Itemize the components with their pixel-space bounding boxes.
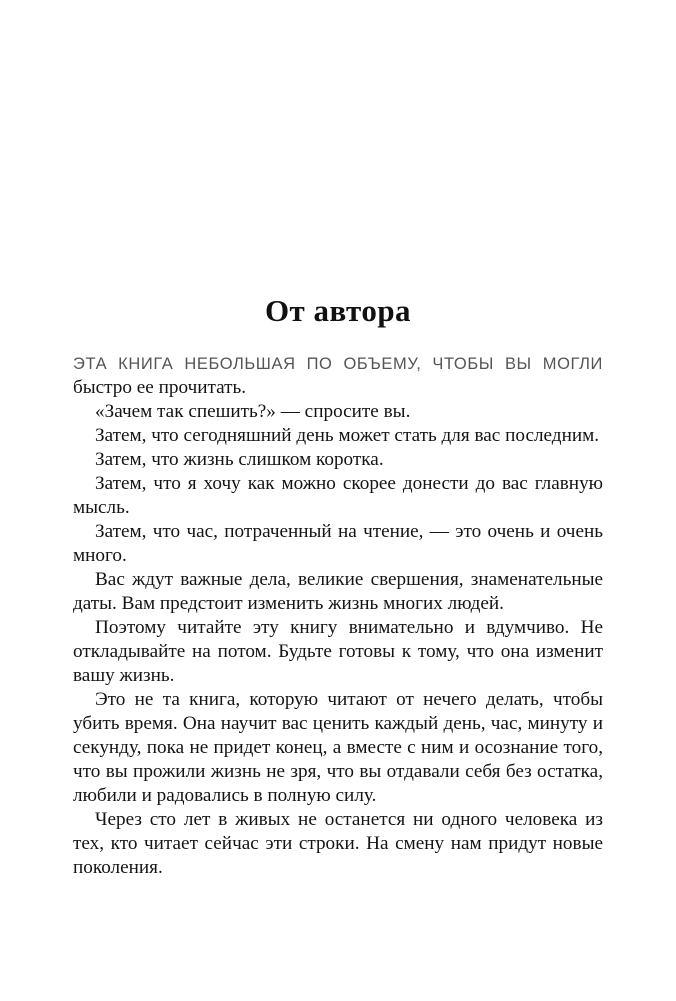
chapter-title: От автора [264, 292, 412, 328]
intro-rest: быстро ее прочитать. [73, 377, 247, 398]
paragraph: Затем, что жизнь слишком коротка. [95, 449, 384, 470]
paragraph: Через сто лет в живых не останется ни одного человека из тех, кто читает сейчас эти строки. На смену нам придут новые поколения. [73, 809, 603, 878]
paragraph: Затем, что сегодняшний день может стать для вас последним. [95, 425, 600, 446]
intro-paragraph [73, 352, 603, 400]
paragraph: Затем, что я хочу как можно скорее донести до вас главную мысль. [73, 473, 603, 518]
paragraph: Это не та книга, которую читают от нечего делать, чтобы убить время. Она научит вас ценить каждый день, час, минуту и секунду, пока не придет конец, а вместе с ним и осознание того, что вы прожили жизнь не зря, что вы отдавали себя без остатка, любили и радовались в полную силу. [73, 689, 603, 806]
paragraph: Вас ждут важные дела, великие свершения, знаменательные даты. Вам предстоит изменить жизнь многих людей. [73, 569, 603, 614]
chapter-body [73, 352, 603, 880]
paragraph: Поэтому читайте эту книгу внимательно и вдумчиво. Не откладывайте на потом. Будьте готовы к тому, что она изменит вашу жизнь. [73, 617, 603, 686]
lead-in-caps: ЭТА КНИГА НЕБОЛЬШАЯ ПО ОБЪЕМУ, ЧТОБЫ ВЫ МОГЛИ [73, 355, 603, 373]
paragraph: «Зачем так спешить?» — спросите вы. [95, 401, 411, 422]
paragraph: Затем, что час, потраченный на чтение, — это очень и очень много. [73, 521, 603, 566]
